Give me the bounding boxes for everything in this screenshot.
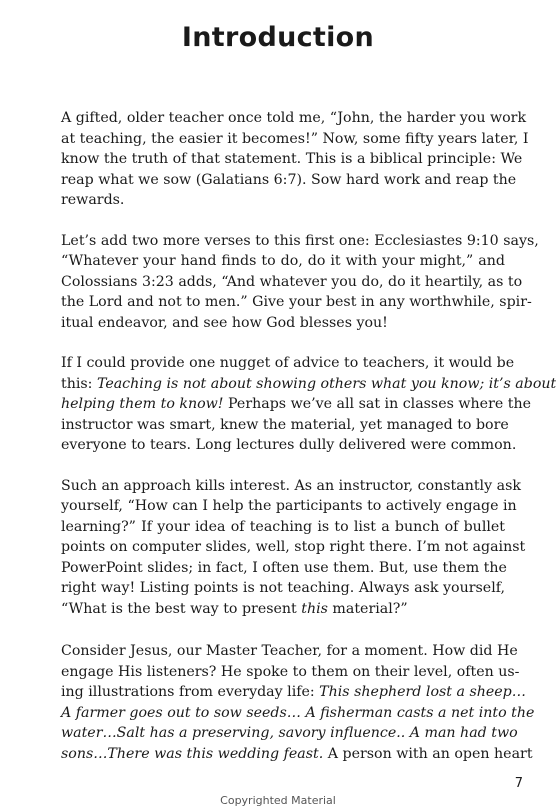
text-segment: material?” [327,600,408,617]
text-line: Colossians 3:23 adds, “And whatever you do, do it heartily, as to [61,273,523,290]
text-segment: A person with an open heart [323,745,533,762]
text-line: everyone to tears. Long lectures dully delivered were common. [61,437,517,453]
text-line: know the truth of that statement. This is a biblical principle: We [61,151,523,167]
italic-text: helping them to know! [61,396,224,412]
text-line: A gifted, older teacher once told me, “John, the harder you work [61,110,527,126]
text-line [61,703,535,724]
text-segment: Perhaps we’ve all sat in classes where the [223,396,532,412]
italic-text: A farmer goes out to sow seeds… A fisherman casts a net into the [61,704,535,721]
text-line: If I could provide one nugget of advice to teachers, it would be [61,355,515,371]
italic-text: this [301,600,328,617]
italic-text: sons…There was this wedding feast. [61,745,324,762]
text-line: right way! Listing points is not teaching. Always ask yourself, [61,580,505,596]
text-line: learning?” If your idea of teaching is to list a bunch of bullet [61,518,505,535]
text-segment: “What is the best way to present [61,600,302,617]
text-line: engage His listeners? He spoke to them on their level, often us- [61,663,520,680]
italic-text: water…Salt has a preserving, savory influence.. A man had two [61,725,518,741]
text-line: at teaching, the easier it becomes!” Now, some fifty years later, I [61,130,529,147]
paragraph [61,476,526,620]
text-line: Let’s add two more verses to this first one: Ecclesiastes 9:10 says, [61,232,539,249]
paragraph [61,231,539,334]
page-title: Introduction [181,22,375,53]
text-line: rewards. [61,192,125,208]
paragraph [61,641,535,764]
text-segment: this: [61,375,97,392]
text-line [61,394,532,415]
text-line: Such an approach kills interest. As an instructor, constantly ask [61,477,521,494]
text-line: PowerPoint slides; in fact, I often use them. But, use them the [61,559,507,576]
text-line [61,599,505,620]
text-line: reap what we sow (Galatians 6:7). Sow hard work and reap the [61,171,517,188]
text-line: Consider Jesus, our Master Teacher, for a moment. How did He [61,643,518,659]
text-line: “Whatever your hand finds to do, do it with your might,” and [61,253,505,269]
text-line: yourself, “How can I help the participants to actively engage in [61,498,517,514]
text-line: instructor was smart, knew the material, yet managed to bore [61,416,509,433]
italic-text: This shepherd lost a sheep… [319,684,526,700]
paragraph [61,108,529,211]
text-line [61,374,556,395]
text-line [61,723,518,744]
text-segment: ing illustrations from everyday life: [61,684,320,700]
body-text [61,108,556,786]
text-line: itual endeavor, and see how God blesses you! [61,314,388,331]
copyright-watermark: Copyrighted Material [220,794,336,807]
text-line [61,682,526,703]
paragraph [61,353,556,456]
italic-text: Teaching is not about showing others what you know; it’s about [96,375,556,392]
page-number: 7 [514,776,523,791]
text-line: the Lord and not to men.” Give your best in any worthwhile, spir- [61,294,532,310]
text-line: points on computer slides, well, stop right there. I’m not against [61,539,526,555]
text-line [61,744,533,765]
